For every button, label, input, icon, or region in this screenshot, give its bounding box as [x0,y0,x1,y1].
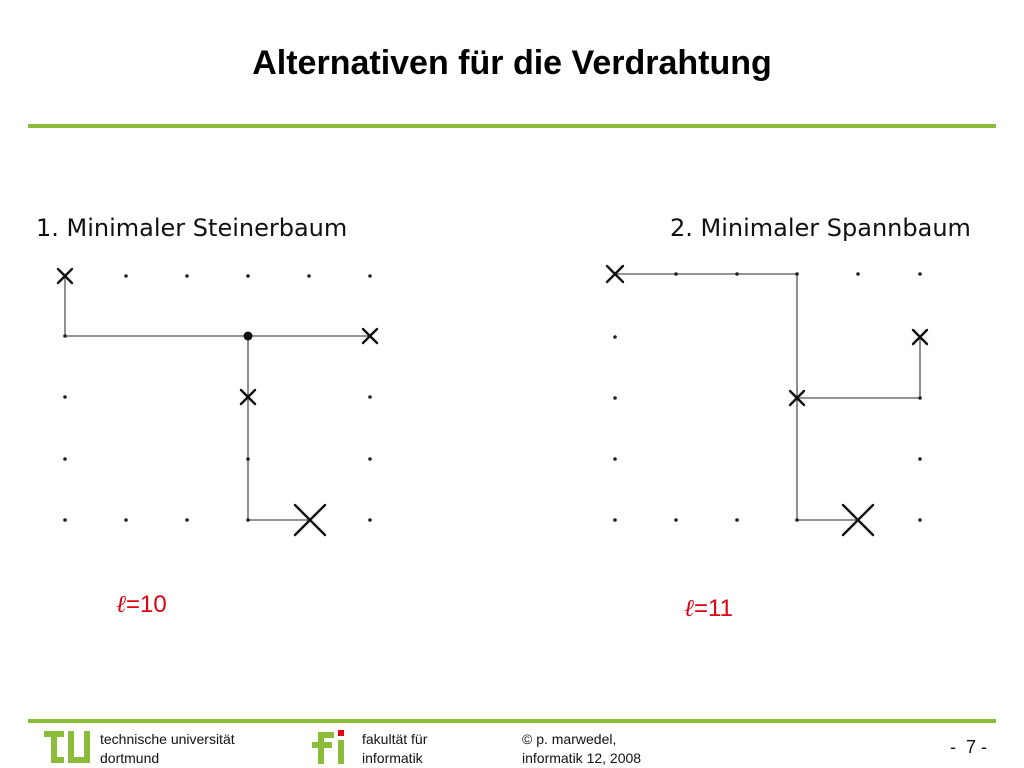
grid-dot [918,457,922,461]
grid-dot [63,395,67,399]
fi-logo [312,726,352,766]
grid-dot [735,518,739,522]
length-symbol: ℓ [684,594,694,622]
length-value: =11 [694,595,733,622]
grid-dot [674,272,678,276]
grid-dot [613,518,617,522]
university-name [100,730,235,768]
university-line1: technische universität [100,731,235,747]
grid-dot [63,334,67,338]
right-heading: 2. Minimaler Spannbaum [670,214,971,242]
grid-dot [918,396,922,400]
copyright [522,730,641,768]
faculty-name [362,730,427,768]
spanning-length-label [684,594,733,623]
grid-dot [368,395,372,399]
spanning-tree-diagram [615,274,920,520]
spanning-wire [615,274,858,520]
grid-dot [124,274,128,278]
grid-dot [856,272,860,276]
grid-dot [918,272,922,276]
grid-dot [613,335,617,339]
footer-divider [28,719,996,723]
grid-dot [63,518,67,522]
copyright-line1: © p. marwedel, [522,731,617,747]
steiner-point [244,332,253,341]
length-symbol: ℓ [116,590,126,618]
grid-dot [368,518,372,522]
grid-dot [185,274,189,278]
page-title: Alternativen für die Verdrahtung [252,44,772,82]
copyright-line2: informatik 12, 2008 [522,750,642,766]
grid-dot [246,274,250,278]
grid-dot [307,274,311,278]
steiner-length-label [116,590,167,619]
grid-dot [674,518,678,522]
grid-dot [63,457,67,461]
grid-dot [795,518,799,522]
grid-dots [63,272,922,522]
grid-dot [368,457,372,461]
grid-dot [735,272,739,276]
grid-dot [246,518,250,522]
tu-logo [44,727,92,765]
grid-dot [246,457,250,461]
steiner-tree-diagram [65,276,370,520]
steiner-wire [248,336,310,520]
grid-dot [368,274,372,278]
grid-dot [795,272,799,276]
faculty-line1: fakultät für [362,731,428,747]
grid-dot [185,518,189,522]
faculty-line2: informatik [362,750,423,766]
grid-dot [124,518,128,522]
university-line2: dortmund [100,750,160,766]
page-number: - 7 - [950,737,988,757]
left-heading: 1. Minimaler Steinerbaum [36,214,348,242]
grid-dot [613,457,617,461]
grid-dot [613,396,617,400]
steiner-wire [65,276,370,336]
grid-dot [918,518,922,522]
spanning-wire [797,337,920,398]
length-value: =10 [126,591,167,618]
